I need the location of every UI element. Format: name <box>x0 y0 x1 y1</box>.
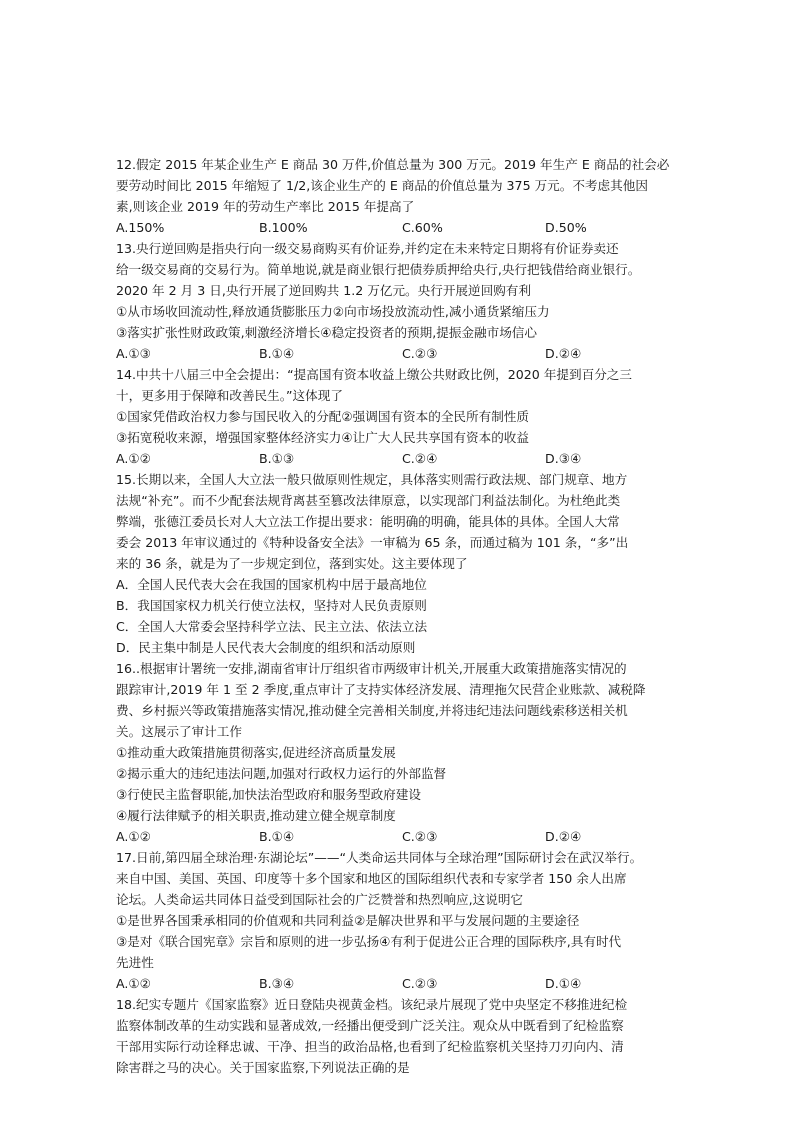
answer-option[interactable]: C.②④ <box>402 451 438 466</box>
question-text-line: 监察体制改革的生动实践和显著成效,一经播出便受到广泛关注。观众从中既看到了纪检监察 <box>116 1018 624 1033</box>
question-q15 <box>116 469 688 658</box>
question-text-line: 素,则该企业 2019 年的劳动生产率比 2015 年提高了 <box>116 199 415 214</box>
question-text-line: 法规“补充”。而不少配套法规背离甚至篡改法律原意，以实现部门利益法制化。为杜绝此类 <box>116 493 621 508</box>
answer-option[interactable]: D.③④ <box>545 451 582 466</box>
answer-options <box>116 973 688 994</box>
question-text-line: D．民主集中制是人民代表大会制度的组织和活动原则 <box>116 640 416 655</box>
answer-option[interactable]: A.①③ <box>116 346 151 361</box>
question-text-line: 干部用实际行动诠释忠诚、干净、担当的政治品格,也看到了纪检监察机关坚持刀刃向内、清 <box>116 1039 624 1054</box>
answer-option[interactable]: B.100% <box>259 220 308 235</box>
question-q12 <box>116 154 688 238</box>
answer-option[interactable]: C.②③ <box>402 346 438 361</box>
answer-option[interactable]: D.②④ <box>545 829 582 844</box>
answer-option[interactable]: C.60% <box>402 220 443 235</box>
question-text-line: ①是世界各国秉承相同的价值观和共同利益②是解决世界和平与发展问题的主要途径 <box>116 913 580 928</box>
question-text-line: 费、乡村振兴等政策措施落实情况,推动健全完善相关制度,并将违纪违法问题线索移送相关机 <box>116 703 628 718</box>
answer-option[interactable]: A.150% <box>116 220 165 235</box>
answer-option[interactable]: B.①③ <box>259 451 295 466</box>
question-text-line: 十，更多用于保障和改善民生。”这体现了 <box>116 388 343 403</box>
question-text-line: 委会 2013 年审议通过的《特种设备安全法》一审稿为 65 条，而通过稿为 101 条，“多”出 <box>116 535 629 550</box>
question-text-line: 12.假定 2015 年某企业生产 E 商品 30 万件,价值总量为 300 万元。2019 年生产 E 商品的社会必 <box>116 157 670 172</box>
answer-option[interactable]: D.②④ <box>545 346 582 361</box>
question-text-line: ④履行法律赋予的相关职责,推动建立健全规章制度 <box>116 808 396 823</box>
answer-options <box>116 217 688 238</box>
question-text-line: 15.长期以来，全国人大立法一般只做原则性规定，具体落实则需行政法规、部门规章、地方 <box>116 472 628 487</box>
question-text-line: 16..根据审计署统一安排,湖南省审计厅组织省市两级审计机关,开展重大政策措施落实情况的 <box>116 661 627 676</box>
question-text-line: 2020 年 2 月 3 日,央行开展了逆回购共 1.2 万亿元。央行开展逆回购有利 <box>116 283 531 298</box>
question-text-line: 论坛。人类命运共同体日益受到国际社会的广泛赞誉和热烈响应,这说明它 <box>116 892 524 907</box>
question-q13 <box>116 238 688 364</box>
question-text-line: 来的 36 条，就是为了一步规定到位，落到实处。这主要体现了 <box>116 556 468 571</box>
question-text-line: ①从市场收回流动性,释放通货膨胀压力②向市场投放流动性,减小通货紧缩压力 <box>116 304 550 319</box>
question-text-line: 17.日前,第四届全球治理·东湖论坛”——“人类命运共同体与全球治理”国际研讨会在武汉举行。 <box>116 850 643 865</box>
question-text-line: 13.央行逆回购是指央行向一级交易商购买有价证券,并约定在未来特定日期将有价证券卖还 <box>116 241 619 256</box>
question-text-line: 弊端，张德江委员长对人大立法工作提出要求：能明确的明确，能具体的具体。全国人大常 <box>116 514 620 529</box>
answer-option[interactable]: B.①④ <box>259 346 295 361</box>
question-text-line: ③拓宽税收来源，增强国家整体经济实力④让广大人民共享国有资本的收益 <box>116 430 529 445</box>
question-text-line: 跟踪审计,2019 年 1 至 2 季度,重点审计了支持实体经济发展、清理拖欠民营企业账款、减税降 <box>116 682 646 697</box>
exam-page <box>116 154 688 1078</box>
answer-option[interactable]: B.①④ <box>259 829 295 844</box>
question-text-line: ③行使民主监督职能,加快法治型政府和服务型政府建设 <box>116 787 421 802</box>
question-text-line: ①国家凭借政治权力参与国民收入的分配②强调国有资本的全民所有制性质 <box>116 409 529 424</box>
answer-option[interactable]: B.③④ <box>259 976 295 991</box>
answer-option[interactable]: D.①④ <box>545 976 582 991</box>
question-text-line: ③是对《联合国宪章》宗旨和原则的进一步弘扬④有利于促进公正合理的国际秩序,具有时代 <box>116 934 622 949</box>
question-text-line: 给一级交易商的交易行为。简单地说,就是商业银行把债券质押给央行,央行把钱借给商业银行。 <box>116 262 641 277</box>
question-text-line: 要劳动时间比 2015 年缩短了 1/2,该企业生产的 E 商品的价值总量为 375 万元。不考虑其他因 <box>116 178 648 193</box>
question-q17 <box>116 847 688 994</box>
question-q18 <box>116 994 688 1078</box>
question-text-line: B．我国国家权力机关行使立法权，坚持对人民负责原则 <box>116 598 427 613</box>
question-q14 <box>116 364 688 469</box>
answer-option[interactable]: C.②③ <box>402 976 438 991</box>
answer-option[interactable]: A.①② <box>116 829 151 844</box>
question-text-line: 18.纪实专题片《国家监察》近日登陆央视黄金档。该纪录片展现了党中央坚定不移推进纪检 <box>116 997 628 1012</box>
question-text-line: ③落实扩张性财政政策,刺激经济增长④稳定投资者的预期,提振金融市场信心 <box>116 325 537 340</box>
answer-option[interactable]: A.①② <box>116 976 151 991</box>
question-text-line: A．全国人民代表大会在我国的国家机构中居于最高地位 <box>116 577 427 592</box>
answer-options <box>116 826 688 847</box>
answer-option[interactable]: C.②③ <box>402 829 438 844</box>
question-text-line: ①推动重大政策措施贯彻落实,促进经济高质量发展 <box>116 745 396 760</box>
question-text-line: 来自中国、美国、英国、印度等十多个国家和地区的国际组织代表和专家学者 150 余人出席 <box>116 871 627 886</box>
answer-option[interactable]: D.50% <box>545 220 587 235</box>
question-text-line: 14.中共十八届三中全会提出：“提高国有资本收益上缴公共财政比例，2020 年提到百分之三 <box>116 367 632 382</box>
question-text-line: 关。这展示了审计工作 <box>116 724 242 739</box>
answer-options <box>116 448 688 469</box>
answer-option[interactable]: A.①② <box>116 451 151 466</box>
question-text-line: 除害群之马的决心。关于国家监察,下列说法正确的是 <box>116 1060 410 1075</box>
question-text-line: C．全国人大常委会坚持科学立法、民主立法、依法立法 <box>116 619 428 634</box>
question-text-line: ②揭示重大的违纪违法问题,加强对行政权力运行的外部监督 <box>116 766 447 781</box>
question-q16 <box>116 658 688 847</box>
answer-options <box>116 343 688 364</box>
question-text-line: 先进性 <box>116 955 154 970</box>
